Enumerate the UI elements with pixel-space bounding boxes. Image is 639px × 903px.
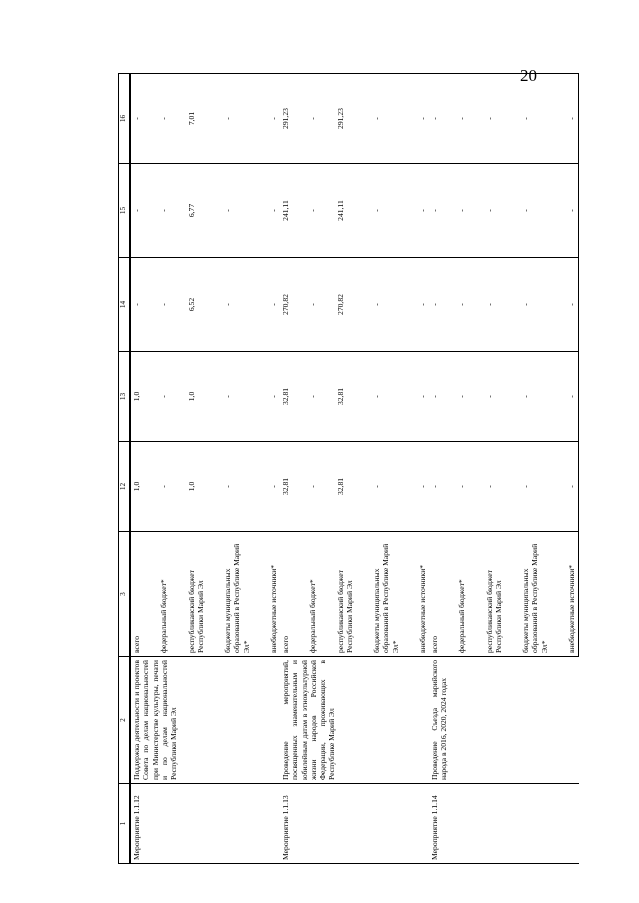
gap-cell: [171, 352, 186, 442]
value-cell: 291,23: [280, 74, 292, 164]
gap-cell: [320, 164, 335, 258]
gap-cell: [469, 532, 484, 657]
col-header: 3: [119, 532, 131, 657]
funding-source: всего: [130, 532, 143, 657]
value-cell: -: [268, 258, 280, 352]
value-cell: -: [222, 164, 253, 258]
value-cell: -: [268, 74, 280, 164]
gap-cell: [356, 532, 371, 657]
gap-cell: [356, 258, 371, 352]
gap-cell: [402, 352, 417, 442]
funding-source: всего: [429, 532, 441, 657]
value-cell: 6,52: [186, 258, 208, 352]
rotated-table-container: [118, 74, 576, 864]
gap-cell: [551, 164, 566, 258]
gap-cell: [356, 164, 371, 258]
gap-cell: [320, 74, 335, 164]
value-cell: -: [222, 74, 253, 164]
value-cell: 291,23: [335, 74, 357, 164]
funding-source: республиканский бюджет Республики Марий Эл: [484, 532, 506, 657]
gap-cell: [253, 258, 268, 352]
gap-cell: [207, 74, 222, 164]
gap-cell: [143, 164, 158, 258]
gap-cell: [356, 74, 371, 164]
value-cell: -: [456, 442, 468, 532]
value-cell: -: [566, 258, 579, 352]
value-cell: -: [307, 164, 319, 258]
measure-code: Мероприятие 1.1.13: [280, 784, 429, 864]
value-cell: -: [417, 258, 429, 352]
gap-cell: [171, 442, 186, 532]
gap-cell: [143, 352, 158, 442]
value-cell: -: [268, 442, 280, 532]
gap-cell: [143, 258, 158, 352]
gap-cell: [402, 442, 417, 532]
value-cell: -: [429, 442, 441, 532]
funding-source: всего: [280, 532, 292, 657]
value-cell: 1,0: [130, 352, 143, 442]
value-cell: -: [484, 74, 506, 164]
budget-table: [118, 73, 579, 864]
value-cell: -: [429, 74, 441, 164]
gap-cell: [469, 352, 484, 442]
funding-source: бюджеты муниципальных образований в Республике Марий Эл*: [520, 532, 551, 657]
value-cell: -: [130, 164, 143, 258]
value-cell: -: [429, 258, 441, 352]
gap-cell: [551, 74, 566, 164]
value-cell: -: [417, 74, 429, 164]
table-row: [130, 74, 143, 864]
value-cell: -: [429, 164, 441, 258]
funding-source: федеральный бюджет*: [158, 532, 170, 657]
gap-cell: [505, 352, 520, 442]
funding-source: внебюджетные источники*: [417, 532, 429, 657]
value-cell: -: [520, 442, 551, 532]
funding-source: бюджеты муниципальных образований в Республике Марий Эл*: [222, 532, 253, 657]
value-cell: 241,11: [280, 164, 292, 258]
gap-cell: [551, 352, 566, 442]
gap-cell: [253, 352, 268, 442]
value-cell: -: [307, 442, 319, 532]
value-cell: -: [130, 258, 143, 352]
gap-cell: [207, 352, 222, 442]
gap-cell: [441, 258, 456, 352]
value-cell: -: [484, 258, 506, 352]
value-cell: -: [520, 258, 551, 352]
value-cell: -: [484, 164, 506, 258]
value-cell: -: [130, 74, 143, 164]
gap-cell: [292, 164, 307, 258]
measure-code: Мероприятие 1.1.14: [429, 784, 579, 864]
gap-cell: [441, 532, 456, 657]
gap-cell: [469, 164, 484, 258]
value-cell: -: [307, 258, 319, 352]
value-cell: -: [566, 442, 579, 532]
value-cell: -: [566, 352, 579, 442]
value-cell: -: [158, 74, 170, 164]
gap-cell: [505, 442, 520, 532]
value-cell: -: [222, 352, 253, 442]
col-header: 12: [119, 442, 131, 532]
gap-cell: [551, 532, 566, 657]
funding-source: республиканский бюджет Республики Марий Эл: [335, 532, 357, 657]
gap-cell: [441, 164, 456, 258]
value-cell: -: [268, 352, 280, 442]
gap-cell: [320, 258, 335, 352]
value-cell: -: [566, 164, 579, 258]
gap-cell: [402, 258, 417, 352]
value-cell: -: [158, 258, 170, 352]
gap-cell: [551, 258, 566, 352]
page-number: 20: [520, 66, 537, 85]
value-cell: 32,81: [280, 352, 292, 442]
value-cell: -: [520, 164, 551, 258]
value-cell: -: [158, 164, 170, 258]
gap-cell: [320, 442, 335, 532]
funding-source: федеральный бюджет*: [456, 532, 468, 657]
funding-source: федеральный бюджет*: [307, 532, 319, 657]
value-cell: -: [371, 258, 402, 352]
value-cell: -: [307, 74, 319, 164]
gap-cell: [143, 74, 158, 164]
value-cell: -: [484, 352, 506, 442]
gap-cell: [320, 532, 335, 657]
value-cell: -: [429, 352, 441, 442]
value-cell: -: [371, 74, 402, 164]
gap-cell: [143, 532, 158, 657]
gap-cell: [253, 442, 268, 532]
gap-cell: [292, 532, 307, 657]
gap-cell: [469, 74, 484, 164]
table-row: [429, 74, 441, 864]
gap-cell: [505, 164, 520, 258]
gap-cell: [207, 532, 222, 657]
value-cell: -: [222, 442, 253, 532]
value-cell: 1,0: [186, 352, 208, 442]
gap-cell: [441, 352, 456, 442]
funding-source: республиканский бюджет Республики Марий Эл: [186, 532, 208, 657]
value-cell: -: [307, 352, 319, 442]
gap-cell: [253, 74, 268, 164]
gap-cell: [292, 74, 307, 164]
value-cell: -: [456, 352, 468, 442]
col-header: 13: [119, 352, 131, 442]
gap-cell: [171, 532, 186, 657]
gap-cell: [469, 442, 484, 532]
gap-cell: [402, 74, 417, 164]
gap-cell: [402, 164, 417, 258]
col-header: 1: [119, 784, 131, 864]
gap-cell: [292, 258, 307, 352]
value-cell: 7,01: [186, 74, 208, 164]
col-header: 15: [119, 164, 131, 258]
gap-cell: [402, 532, 417, 657]
gap-cell: [171, 164, 186, 258]
gap-cell: [505, 74, 520, 164]
value-cell: -: [371, 164, 402, 258]
gap-cell: [505, 532, 520, 657]
measure-title: Поддержка деятельности и проектов Совета по делам национальностей при Министерстве культуры, печати и по делам национальностей Республики Марий Эл: [130, 657, 280, 784]
value-cell: 241,11: [335, 164, 357, 258]
value-cell: 270,82: [335, 258, 357, 352]
col-header: 2: [119, 657, 131, 784]
gap-cell: [143, 442, 158, 532]
gap-cell: [253, 164, 268, 258]
header-row: [119, 74, 131, 864]
measure-title: Проведение Съезда марийского народа в 2016, 2020, 2024 годах: [429, 657, 579, 784]
gap-cell: [320, 352, 335, 442]
value-cell: 1,0: [130, 442, 143, 532]
gap-cell: [171, 258, 186, 352]
value-cell: -: [371, 442, 402, 532]
gap-cell: [551, 442, 566, 532]
value-cell: -: [158, 442, 170, 532]
col-header: 16: [119, 74, 131, 164]
value-cell: -: [520, 74, 551, 164]
gap-cell: [253, 532, 268, 657]
value-cell: -: [456, 258, 468, 352]
value-cell: -: [456, 164, 468, 258]
value-cell: -: [520, 352, 551, 442]
value-cell: 6,77: [186, 164, 208, 258]
gap-cell: [207, 258, 222, 352]
measure-code: Мероприятие 1.1.12: [130, 784, 280, 864]
funding-source: внебюджетные источники*: [268, 532, 280, 657]
gap-cell: [207, 442, 222, 532]
value-cell: -: [268, 164, 280, 258]
gap-cell: [505, 258, 520, 352]
value-cell: -: [158, 352, 170, 442]
gap-cell: [441, 74, 456, 164]
value-cell: 32,81: [335, 442, 357, 532]
value-cell: 1,0: [186, 442, 208, 532]
gap-cell: [171, 74, 186, 164]
gap-cell: [356, 352, 371, 442]
gap-cell: [441, 442, 456, 532]
table-body: [130, 74, 579, 864]
value-cell: -: [417, 442, 429, 532]
value-cell: -: [371, 352, 402, 442]
table-row: [280, 74, 292, 864]
gap-cell: [469, 258, 484, 352]
funding-source: бюджеты муниципальных образований в Республике Марий Эл*: [371, 532, 402, 657]
value-cell: 32,81: [335, 352, 357, 442]
value-cell: 270,82: [280, 258, 292, 352]
gap-cell: [207, 164, 222, 258]
gap-cell: [292, 442, 307, 532]
measure-title: Проведение мероприятий, посвященных знаменательным и юбилейным датам в этнокультурной жизни народов Российской Федерации, проживающих в Республике Марий Эл: [280, 657, 429, 784]
value-cell: -: [456, 74, 468, 164]
gap-cell: [292, 352, 307, 442]
value-cell: -: [566, 74, 579, 164]
value-cell: -: [222, 258, 253, 352]
col-header: 14: [119, 258, 131, 352]
value-cell: -: [417, 164, 429, 258]
gap-cell: [356, 442, 371, 532]
value-cell: 32,81: [280, 442, 292, 532]
value-cell: -: [417, 352, 429, 442]
value-cell: -: [484, 442, 506, 532]
funding-source: внебюджетные источники*: [566, 532, 579, 657]
